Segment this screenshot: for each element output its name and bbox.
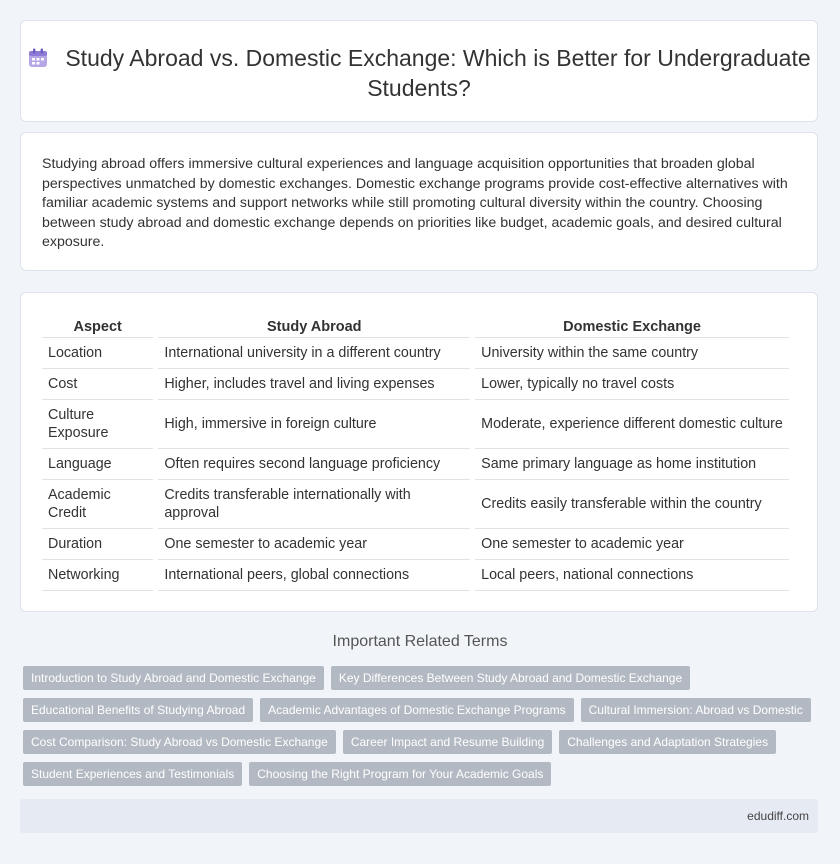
table-cell: Academic Credit [42,480,153,529]
table-row [42,338,789,369]
related-tags-row [23,666,697,690]
table-cell: Language [42,449,153,480]
related-tag[interactable]: Academic Advantages of Domestic Exchange Programs [260,698,573,722]
footer-site-link[interactable]: edudiff.com [747,809,809,823]
table-row [42,560,789,591]
header-card [20,20,818,122]
table-cell: University within the same country [475,338,789,369]
table-row [42,400,789,449]
table-cell: Moderate, experience different domestic culture [475,400,789,449]
header-domestic-exchange: Domestic Exchange [475,317,789,338]
header-study-abroad: Study Abroad [158,317,470,338]
table-cell: Cost [42,369,153,400]
table-cell: Duration [42,529,153,560]
calendar-icon [27,46,49,68]
related-tag[interactable]: Student Experiences and Testimonials [23,762,242,786]
table-cell: Local peers, national connections [475,560,789,591]
table-cell: Higher, includes travel and living expenses [158,369,470,400]
header-aspect: Aspect [42,317,153,338]
table-cell: Credits easily transferable within the country [475,480,789,529]
related-tag[interactable]: Cultural Immersion: Abroad vs Domestic [581,698,811,722]
table-cell: Same primary language as home institution [475,449,789,480]
related-tags-row [23,698,818,722]
comparison-table [37,317,794,591]
table-row [42,529,789,560]
related-tag[interactable]: Educational Benefits of Studying Abroad [23,698,253,722]
page-title-text: Study Abroad vs. Domestic Exchange: Which is Better for Undergraduate Students? [65,45,811,101]
table-cell: International peers, global connections [158,560,470,591]
table-cell: Credits transferable internationally with approval [158,480,470,529]
related-tags-row [23,730,783,754]
related-tags-row [23,762,558,786]
table-cell: Culture Exposure [42,400,153,449]
table-cell: Often requires second language proficiency [158,449,470,480]
related-tag[interactable]: Career Impact and Resume Building [343,730,552,754]
table-cell: Networking [42,560,153,591]
intro-card [20,132,818,271]
table-header-row [42,317,789,338]
table-cell: One semester to academic year [475,529,789,560]
table-cell: High, immersive in foreign culture [158,400,470,449]
page-title [21,43,817,103]
related-tag[interactable]: Introduction to Study Abroad and Domestic Exchange [23,666,324,690]
table-cell: Location [42,338,153,369]
table-row [42,369,789,400]
footer [20,799,818,833]
related-tag[interactable]: Choosing the Right Program for Your Academic Goals [249,762,551,786]
comparison-card [20,292,818,612]
table-cell: Lower, typically no travel costs [475,369,789,400]
related-tag[interactable]: Challenges and Adaptation Strategies [559,730,776,754]
table-row [42,449,789,480]
related-tag[interactable]: Cost Comparison: Study Abroad vs Domestic Exchange [23,730,336,754]
related-tag[interactable]: Key Differences Between Study Abroad and Domestic Exchange [331,666,690,690]
table-row [42,480,789,529]
table-cell: International university in a different country [158,338,470,369]
related-terms-heading: Important Related Terms [332,633,508,650]
intro-paragraph: Studying abroad offers immersive cultural experiences and language acquisition opportunities that broaden global perspectives unmatched by domestic exchanges. Domestic exchange programs provide cost-effective alternatives with familiar academic systems and support networks while still promoting cultural diversity within the country. Choosing between study abroad and domestic exchange depends on priorities like budget, academic goals, and desired cultural exposure. [42,156,788,250]
table-cell: One semester to academic year [158,529,470,560]
